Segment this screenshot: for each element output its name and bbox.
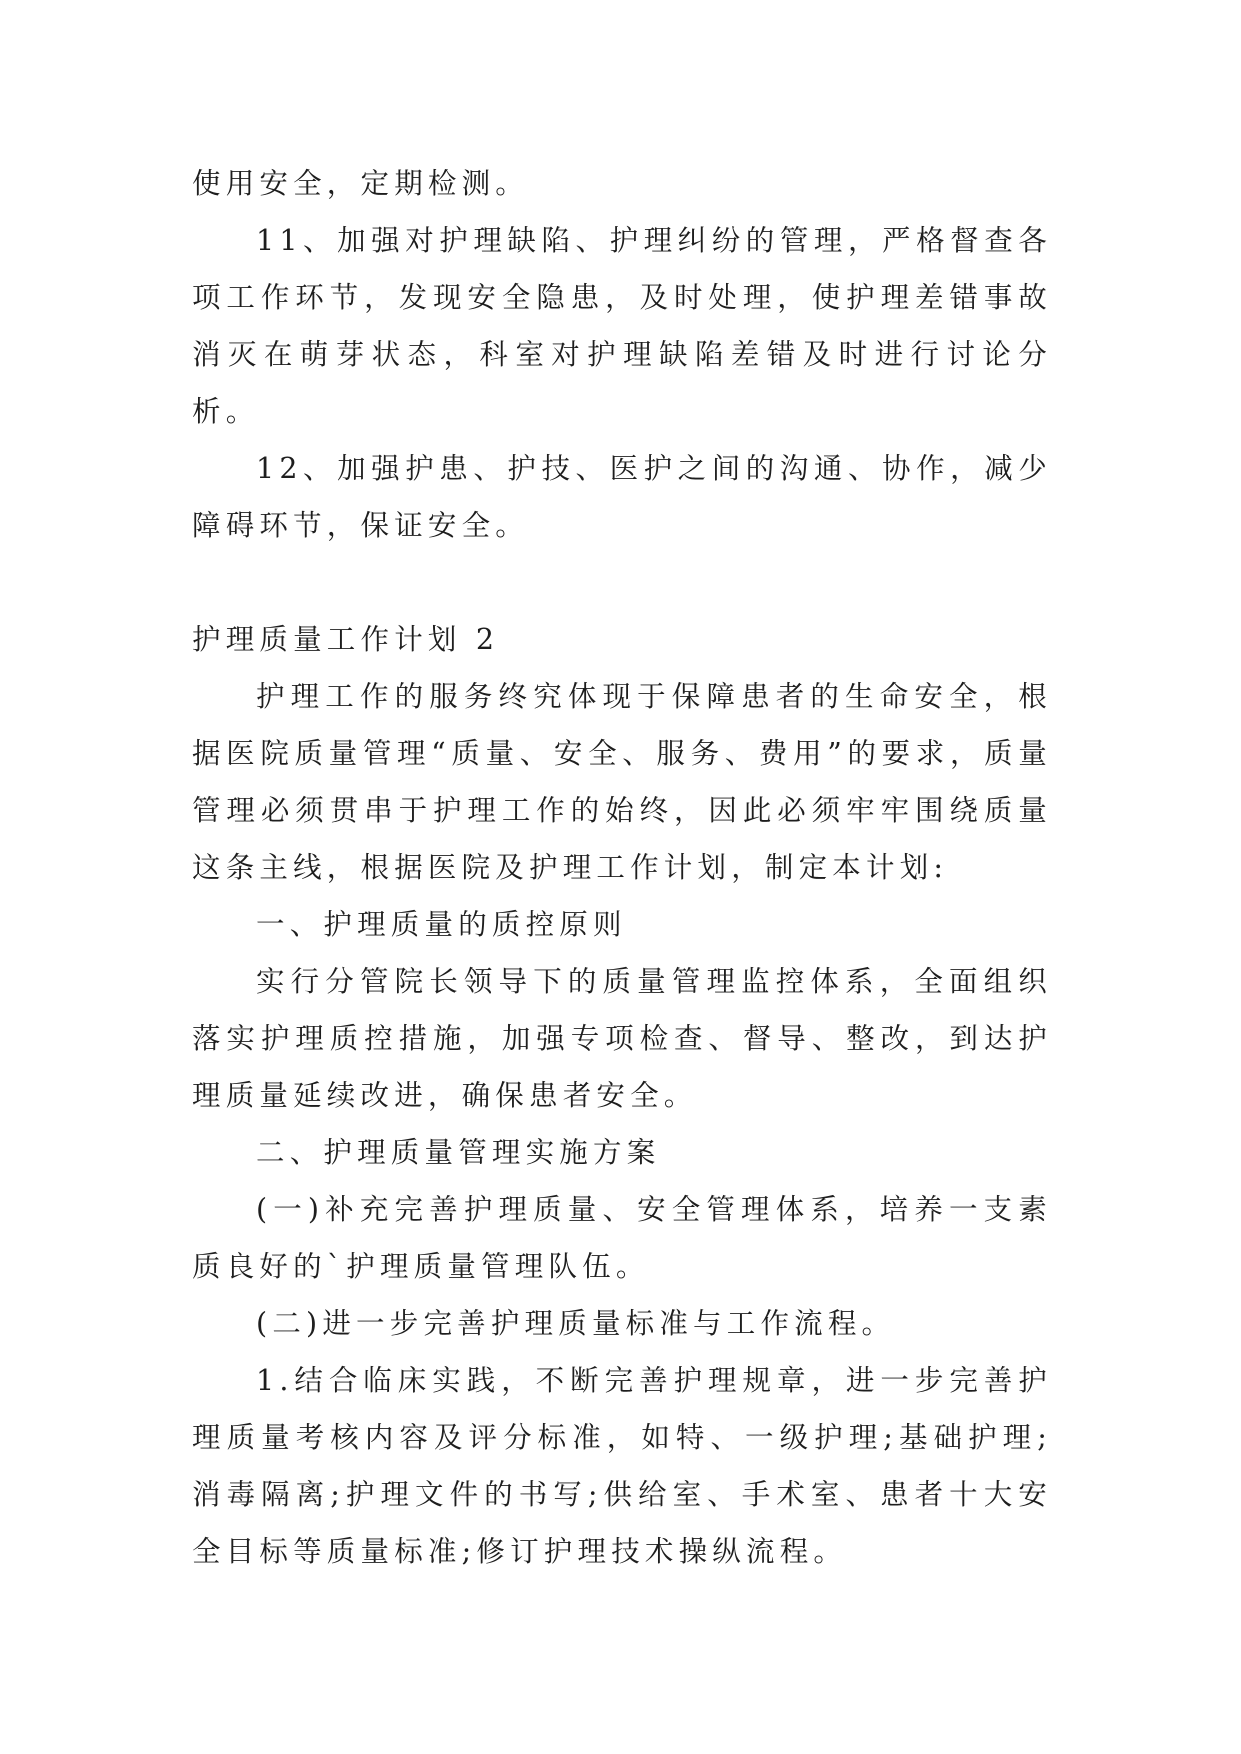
paragraph-intro: 护理工作的服务终究体现于保障患者的生命安全，根据医院质量管理“质量、安全、服务、费用”的要求，质量管理必须贯串于护理工作的始终，因此必须牢牢围绕质量这条主线，根据医院及护理工作计划，制定本计划: (192, 680, 1052, 884)
paragraph-continuation: 使用安全，定期检测。 (192, 167, 530, 200)
section-title: 护理质量工作计划 2 (192, 623, 500, 656)
document-body (192, 155, 1052, 1580)
paragraph-item-11: 11、加强对护理缺陷、护理纠纷的管理，严格督查各项工作环节，发现安全隐患，及时处理，使护理差错事故消灭在萌芽状态，科室对护理缺陷差错及时进行讨论分析。 (192, 224, 1052, 428)
paragraph-point-1: 1.结合临床实践，不断完善护理规章，进一步完善护理质量考核内容及评分标准，如特、一级护理;基础护理;消毒隔离;护理文件的书写;供给室、手术室、患者十大安全目标等质量标准;修订护理技术操纵流程。 (192, 1364, 1052, 1568)
paragraph-subitem-2: (二)进一步完善护理质量标准与工作流程。 (256, 1307, 896, 1340)
section-gap (192, 554, 1052, 611)
heading-quality-control-principle: 一、护理质量的质控原则 (256, 908, 627, 941)
paragraph-quality-control-system: 实行分管院长领导下的质量管理监控体系，全面组织落实护理质控措施，加强专项检查、督导、整改，到达护理质量延续改进，确保患者安全。 (192, 965, 1052, 1112)
paragraph-item-12: 12、加强护患、护技、医护之间的沟通、协作，减少障碍环节，保证安全。 (192, 452, 1052, 542)
paragraph-subitem-1: (一)补充完善护理质量、安全管理体系，培养一支素质良好的`护理质量管理队伍。 (192, 1193, 1052, 1283)
heading-implementation-plan: 二、护理质量管理实施方案 (256, 1136, 661, 1169)
